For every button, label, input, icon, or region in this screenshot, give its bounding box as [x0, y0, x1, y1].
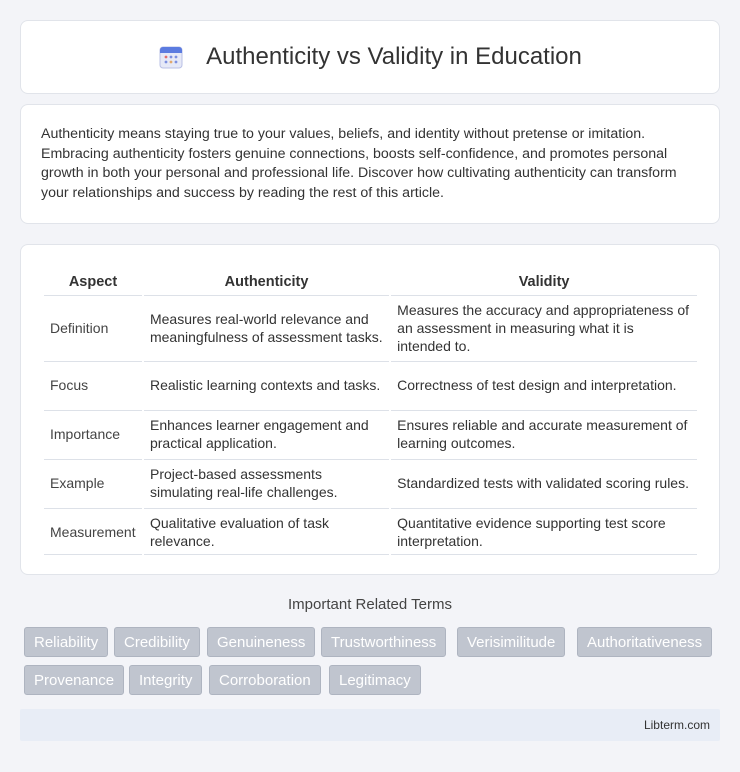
- row-validity: Correctness of test design and interpretation.: [391, 361, 697, 408]
- table-header-row: [44, 267, 697, 293]
- term-tag[interactable]: Integrity: [129, 665, 202, 695]
- row-aspect: Example: [44, 459, 142, 506]
- term-tag[interactable]: Corroboration: [209, 665, 321, 695]
- comparison-card: [20, 244, 720, 575]
- intro-text: Authenticity means staying true to your values, beliefs, and identity without pretense or imitation. Embracing authenticity fosters genuine connections, boosts self-confidence, and promotes personal growth in both your personal and professional life. Discover how cultivating authenticity can transform your relationships and success by reading the rest of this article.: [41, 126, 677, 201]
- table-row: [44, 459, 697, 506]
- row-authenticity: Measures real-world relevance and meaningfulness of assessment tasks.: [144, 295, 389, 359]
- intro-card: [20, 104, 720, 224]
- row-validity: Standardized tests with validated scoring rules.: [391, 459, 697, 506]
- related-terms-heading: Important Related Terms: [288, 596, 452, 613]
- header-authenticity: Authenticity: [224, 274, 309, 290]
- calendar-icon: [158, 44, 184, 70]
- term-tag[interactable]: Authoritativeness: [577, 627, 712, 657]
- row-authenticity: Project-based assessments simulating real-life challenges.: [144, 459, 389, 506]
- row-validity: Quantitative evidence supporting test score interpretation.: [391, 508, 697, 555]
- table-row: [44, 508, 697, 555]
- term-tag[interactable]: Credibility: [114, 627, 200, 657]
- term-tag[interactable]: Trustworthiness: [321, 627, 446, 657]
- table-row: [44, 410, 697, 457]
- row-aspect: Definition: [44, 295, 142, 359]
- row-authenticity: Enhances learner engagement and practical application.: [144, 410, 389, 457]
- footer-site[interactable]: Libterm.com: [643, 718, 710, 732]
- header-aspect: Aspect: [68, 274, 118, 290]
- term-tag[interactable]: Reliability: [24, 627, 108, 657]
- term-tag[interactable]: Verisimilitude: [457, 627, 565, 657]
- term-tag[interactable]: Provenance: [24, 665, 124, 695]
- row-authenticity: Qualitative evaluation of task relevance.: [144, 508, 389, 555]
- row-validity: Ensures reliable and accurate measurement of learning outcomes.: [391, 410, 697, 457]
- term-tag[interactable]: Genuineness: [207, 627, 315, 657]
- page-title: Authenticity vs Validity in Education: [206, 43, 582, 70]
- row-validity: Measures the accuracy and appropriateness of an assessment in measuring what it is intended to.: [391, 295, 697, 359]
- comparison-table: [42, 265, 699, 557]
- title-card: [20, 20, 720, 94]
- row-aspect: Focus: [44, 361, 142, 408]
- table-row: [44, 295, 697, 359]
- table-row: [44, 361, 697, 408]
- header-validity: Validity: [518, 274, 570, 290]
- row-aspect: Importance: [44, 410, 142, 457]
- row-aspect: Measurement: [44, 508, 142, 555]
- row-authenticity: Realistic learning contexts and tasks.: [144, 361, 389, 408]
- term-tag[interactable]: Legitimacy: [329, 665, 421, 695]
- footer: [20, 709, 720, 741]
